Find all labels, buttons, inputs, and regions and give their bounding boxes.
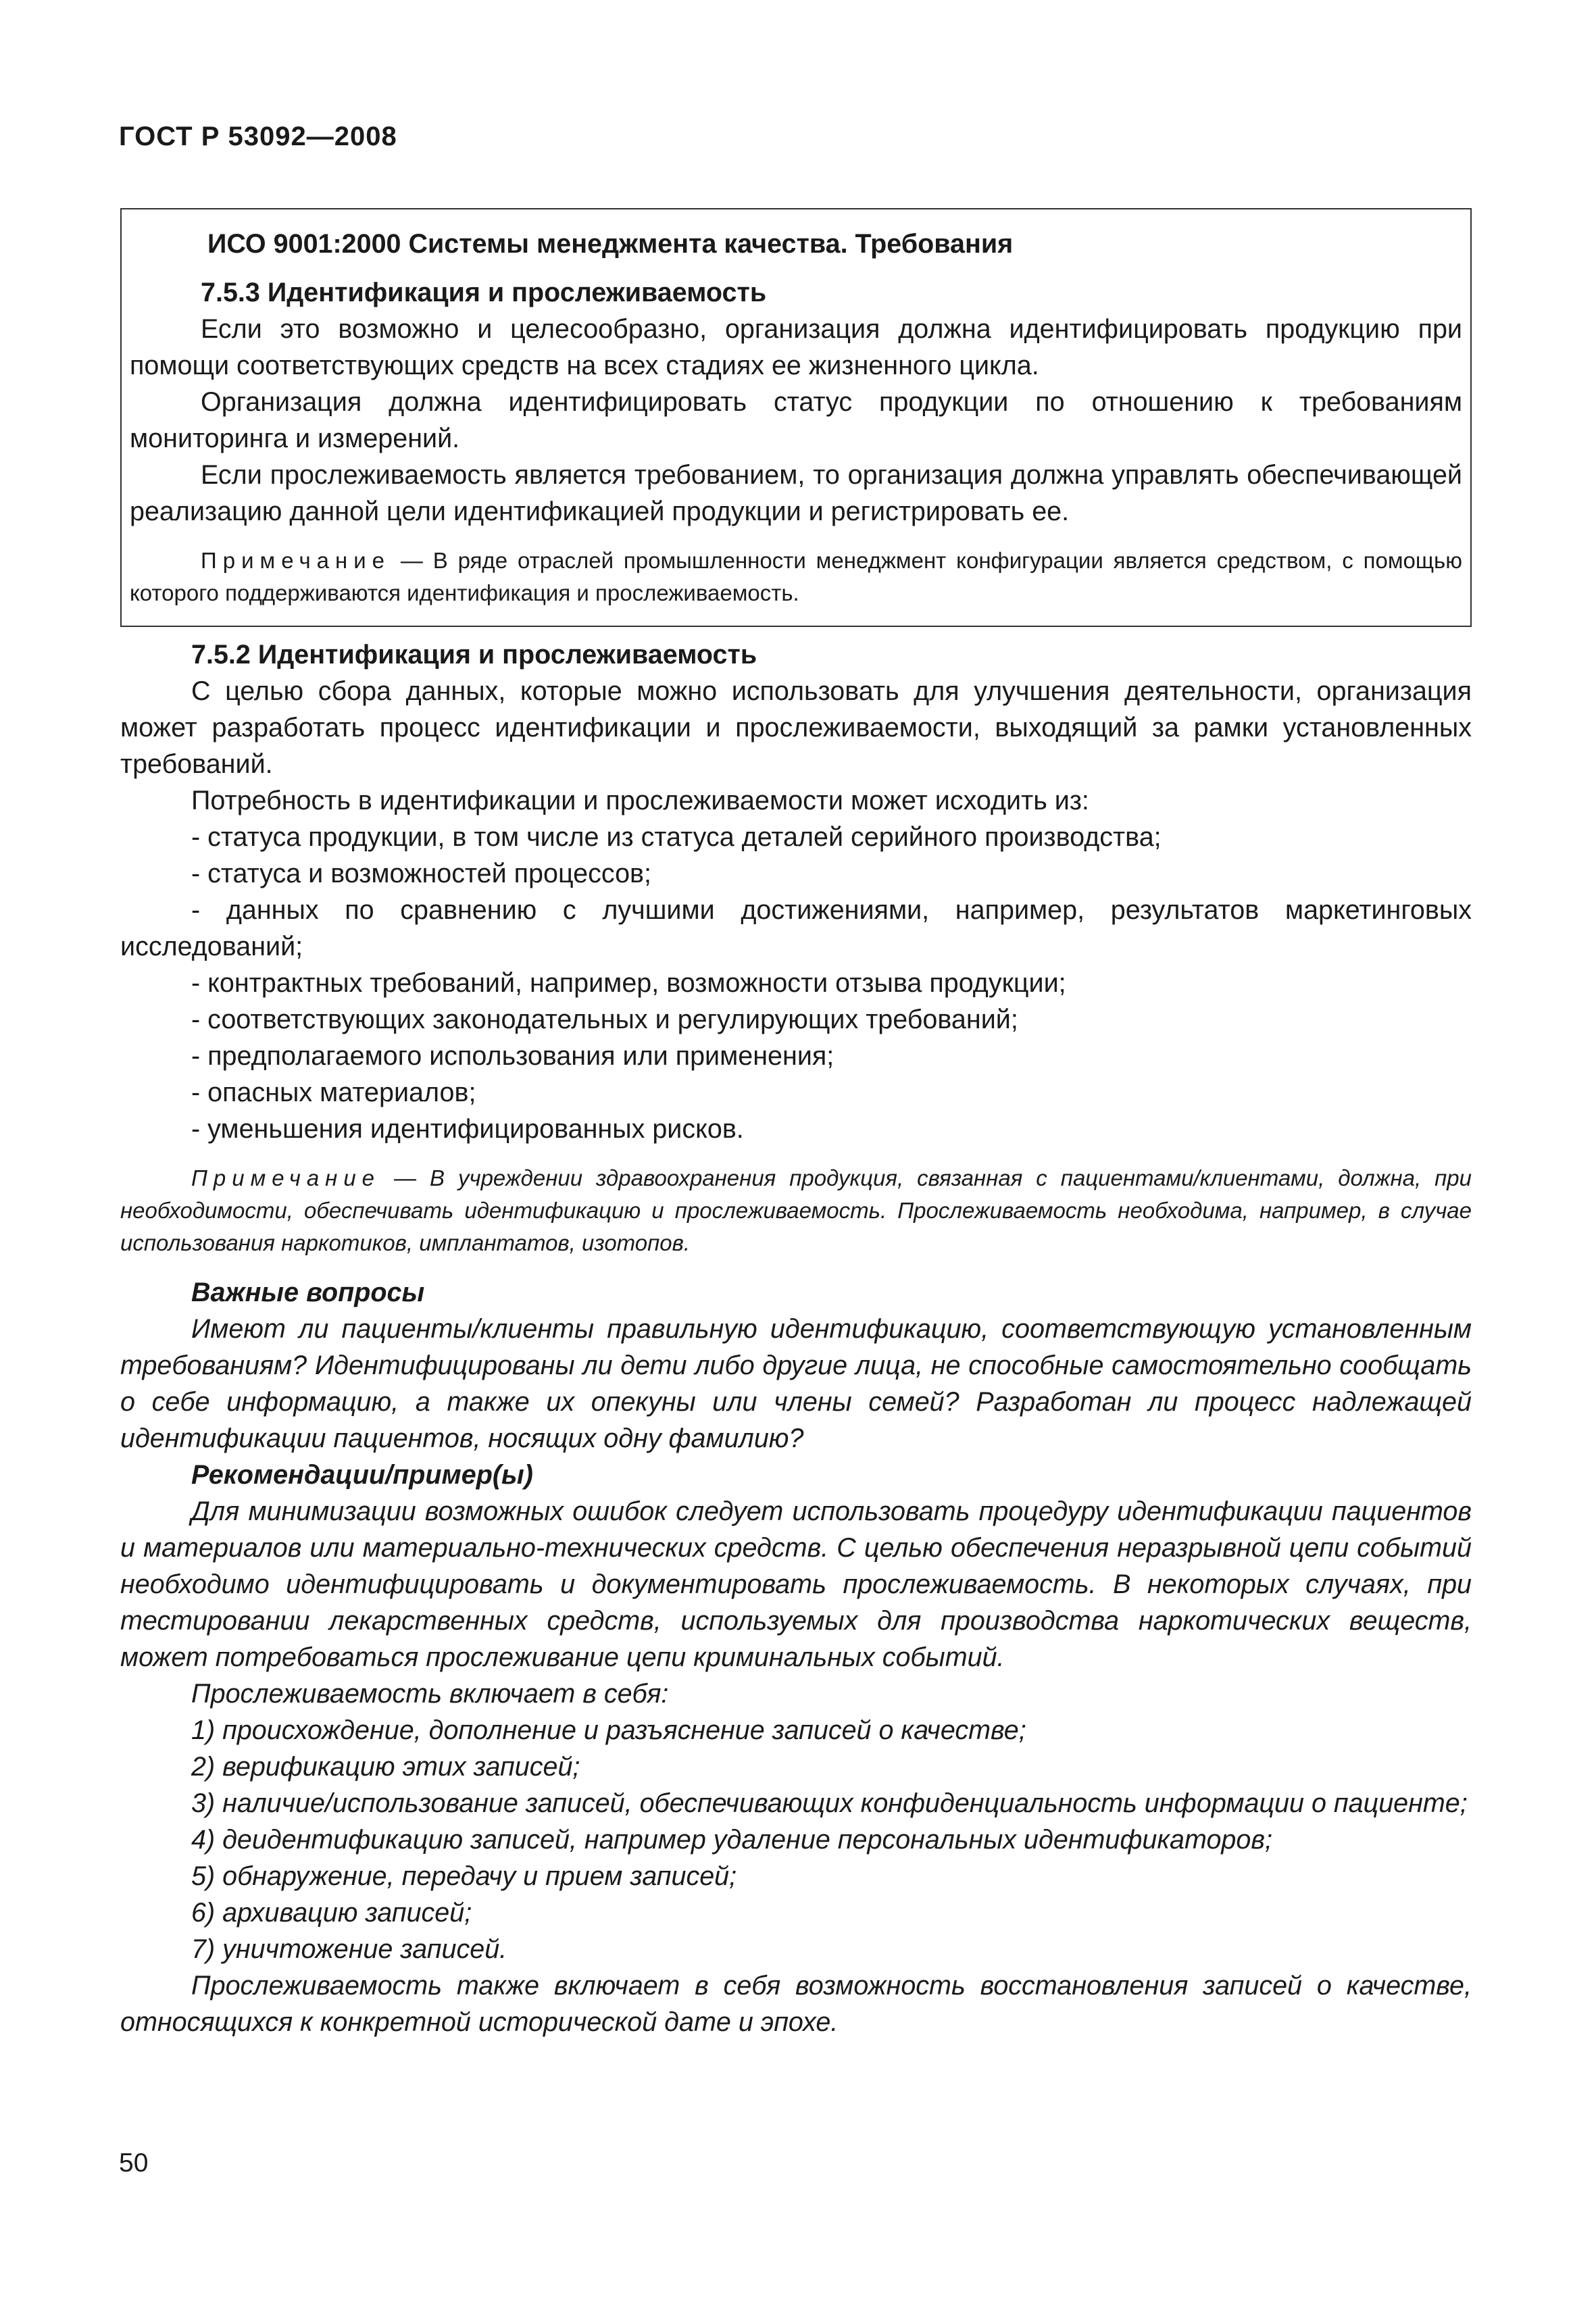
iso-note-label: Примечание [201,548,391,573]
includes-intro: Прослеживаемость включает в себя: [191,1679,669,1709]
main-content [120,636,1472,2040]
list-item: 1) происхождение, дополнение и разъяснение записей о качестве; [191,1715,1026,1745]
document-header: ГОСТ Р 53092—2008 [119,122,397,151]
needs-intro: Потребность в идентификации и прослеживаемости может исходить из: [191,786,1089,815]
list-item: - соответствующих законодательных и регулирующих требований; [191,1005,1018,1034]
iso-box-title: ИСО 9001:2000 Системы менеджмента качества. Требования [207,229,1014,259]
list-item: - опасных материалов; [191,1078,476,1107]
list-item: 3) наличие/использование записей, обеспечивающих конфиденциальность информации о пациенте; [191,1788,1468,1818]
list-item: 7) уничтожение записей. [191,1934,507,1964]
iso-note-text: — В ряде отраслей промышленности менеджмент конфигурации является средством, с помощью которого поддерживаются идентификация и прослеживаемость. [130,548,1462,605]
list-item: 4) деидентификацию записей, например удаление персональных идентификаторов; [191,1825,1272,1855]
iso-quote-box [120,208,1472,627]
list-item: 6) архивацию записей; [191,1898,472,1928]
list-item: 5) обнаружение, передачу и прием записей; [191,1861,737,1891]
iso-section-heading: 7.5.3 Идентификация и прослеживаемость [201,278,767,307]
section-note [120,1162,1472,1259]
list-item: - статуса продукции, в том числе из статуса деталей серийного производства; [191,822,1162,852]
iso-paragraph: Если прослеживаемость является требованием, то организация должна управлять обеспечивающей реализацию данной цели идентификацией продукции и регистрировать ее. [130,460,1462,526]
recommendations-heading: Рекомендации/пример(ы) [191,1460,533,1490]
section-note-text: — В учреждении здравоохранения продукция, связанная с пациентами/клиентами, должна, при необходимости, обеспечивать идентификацию и прослеживаемость. Прослеживаемость необходима, например, в случае использования наркотиков, имплантатов, изотопов. [120,1165,1472,1255]
page-number: 50 [119,2148,149,2178]
list-item: 2) верификацию этих записей; [191,1752,580,1782]
section-note-label: Примечание [191,1165,381,1190]
closing-text: Прослеживаемость также включает в себя возможность восстановления записей о качестве, относящихся к конкретной исторической дате и эпохе. [120,1971,1472,2037]
recommendations-text: Для минимизации возможных ошибок следует использовать процедуру идентификации пациентов и материалов или материально-технических средств. С целью обеспечения неразрывной цепи событий необходимо идентифицировать и документировать прослеживаемость. В некоторых случаях, при тестировании лекарственных средств, используемых для производства наркотических веществ, может потребоваться прослеживание цепи криминальных событий. [120,1496,1472,1672]
list-item: - контрактных требований, например, возможности отзыва продукции; [191,968,1066,998]
iso-paragraph: Организация должна идентифицировать статус продукции по отношению к требованиям мониторинга и измерений. [130,387,1462,453]
list-item: - уменьшения идентифицированных рисков. [191,1114,744,1144]
iso-paragraph: Если это возможно и целесообразно, организация должна идентифицировать продукцию при помощи соответствующих средств на всех стадиях ее жизненного цикла. [130,314,1462,380]
list-item: - предполагаемого использования или применения; [191,1041,834,1071]
iso-note [130,545,1462,609]
important-heading: Важные вопросы [191,1278,425,1307]
important-text: Имеют ли пациенты/клиенты правильную идентификацию, соответствующую установленным требованиям? Идентифицированы ли дети либо другие лица, не способные самостоятельно сообщать о себе информацию, а также их опекуны или члены семей? Разработан ли процесс надлежащей идентификации пациентов, носящих одну фамилию? [120,1314,1472,1453]
list-item: - статуса и возможностей процессов; [191,859,652,888]
list-item: - данных по сравнению с лучшими достижениями, например, результатов маркетинговых исследований; [120,895,1472,961]
section-heading: 7.5.2 Идентификация и прослеживаемость [191,640,757,670]
section-intro: С целью сбора данных, которые можно использовать для улучшения деятельности, организация может разработать процесс идентификации и прослеживаемости, выходящий за рамки установленных требований. [120,676,1472,779]
